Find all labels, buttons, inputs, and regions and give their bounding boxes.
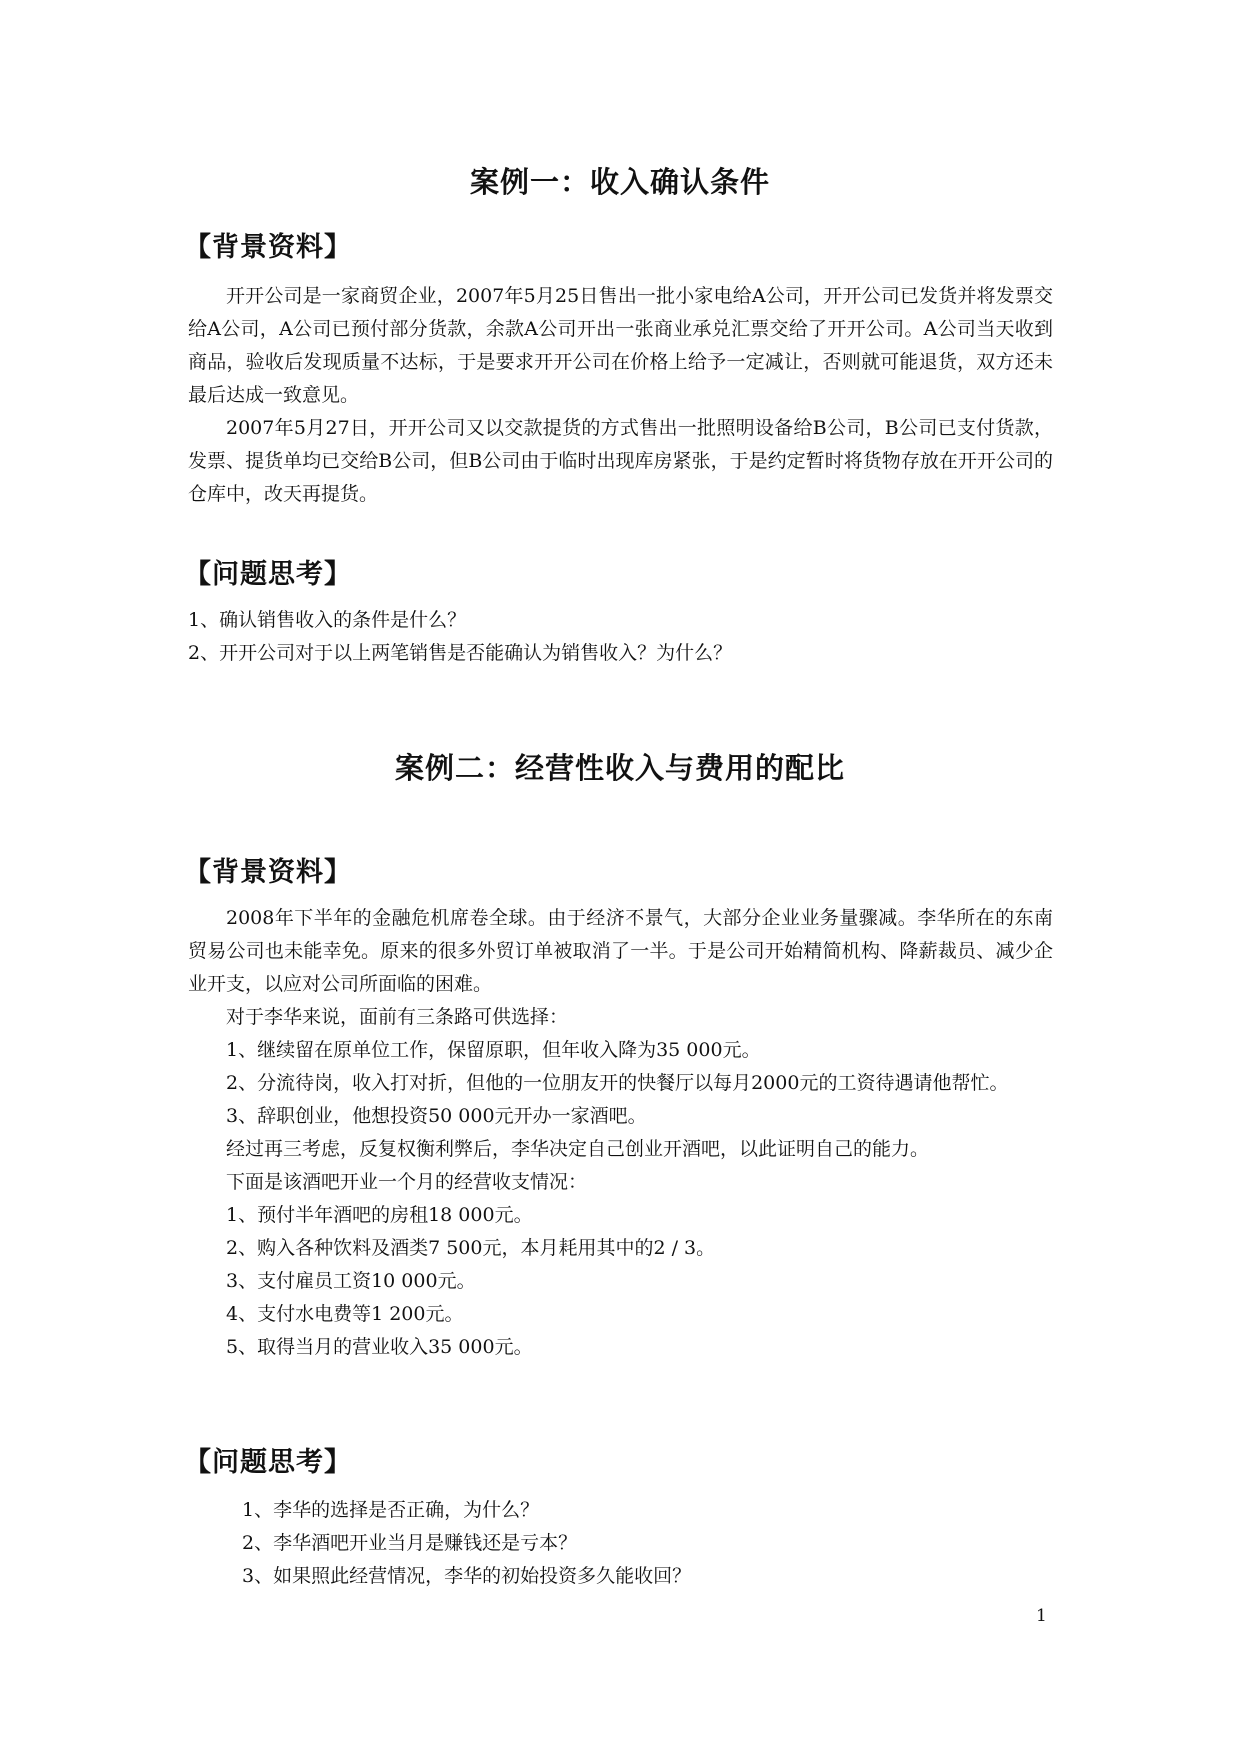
case1-questions-heading: 【问题思考】 bbox=[184, 559, 352, 590]
case1-paragraph: 开开公司是一家商贸企业，2007年5月25日售出一批小家电给A公司，开开公司已发货并将发票交给A公司，A公司已预付部分货款，余款A公司开出一张商业承兑汇票交给了开开公司。A公司当天收到商品，验收后发现质量不达标，于是要求开开公司在价格上给予一定减让，否则就可能退货，双方还未最后达成一致意见。 bbox=[188, 285, 1053, 406]
case1-background-text bbox=[188, 280, 1053, 511]
case2-questions-heading: 【问题思考】 bbox=[184, 1447, 352, 1478]
case2-background-heading: 【背景资料】 bbox=[184, 857, 352, 888]
case2-decision: 经过再三考虑，反复权衡利弊后，李华决定自己创业开酒吧，以此证明自己的能力。 bbox=[226, 1138, 930, 1160]
question-item: 1、确认销售收入的条件是什么？ bbox=[188, 609, 467, 631]
choice-item: 2、分流待岗，收入打对折，但他的一位朋友开的快餐厅以每月2000元的工资待遇请他帮忙。 bbox=[226, 1072, 1009, 1094]
case2-intro: 2008年下半年的金融危机席卷全球。由于经济不景气，大部分企业业务量骤减。李华所在的东南贸易公司也未能幸免。原来的很多外贸订单被取消了一半。于是公司开始精简机构、降薪裁员、减少企业开支，以应对公司所面临的困难。 bbox=[188, 907, 1053, 995]
page-number: 1 bbox=[1036, 1606, 1047, 1626]
case1-questions bbox=[188, 604, 732, 670]
choice-item: 1、继续留在原单位工作，保留原职，但年收入降为35 000元。 bbox=[226, 1039, 761, 1061]
question-item: 2、开开公司对于以上两笔销售是否能确认为销售收入？为什么？ bbox=[188, 642, 733, 664]
expense-item: 4、支付水电费等1 200元。 bbox=[226, 1303, 464, 1325]
case2-title: 案例二：经营性收入与费用的配比 bbox=[394, 751, 845, 785]
question-item: 2、李华酒吧开业当月是赚钱还是亏本？ bbox=[242, 1532, 578, 1554]
case2-background-text bbox=[188, 902, 1053, 1364]
case2-choices-intro: 对于李华来说，面前有三条路可供选择： bbox=[226, 1006, 569, 1028]
case1-background-heading: 【背景资料】 bbox=[184, 232, 352, 263]
question-item: 1、李华的选择是否正确，为什么？ bbox=[242, 1499, 540, 1521]
case2-questions bbox=[242, 1494, 691, 1593]
expense-item: 3、支付雇员工资10 000元。 bbox=[226, 1270, 476, 1292]
case1-paragraph: 2007年5月27日，开开公司又以交款提货的方式售出一批照明设备给B公司，B公司已支付货款，发票、提货单均已交给B公司，但B公司由于临时出现库房紧张，于是约定暂时将货物存放在开开公司的仓库中，改天再提货。 bbox=[188, 417, 1053, 505]
case1-title: 案例一：收入确认条件 bbox=[469, 165, 770, 199]
expense-item: 1、预付半年酒吧的房租18 000元。 bbox=[226, 1204, 533, 1226]
case2-items-intro: 下面是该酒吧开业一个月的经营收支情况： bbox=[226, 1171, 588, 1193]
expense-item: 2、购入各种饮料及酒类7 500元，本月耗用其中的2 / 3。 bbox=[226, 1237, 716, 1259]
choice-item: 3、辞职创业，他想投资50 000元开办一家酒吧。 bbox=[226, 1105, 647, 1127]
question-item: 3、如果照此经营情况，李华的初始投资多久能收回？ bbox=[242, 1565, 692, 1587]
expense-item: 5、取得当月的营业收入35 000元。 bbox=[226, 1336, 533, 1358]
